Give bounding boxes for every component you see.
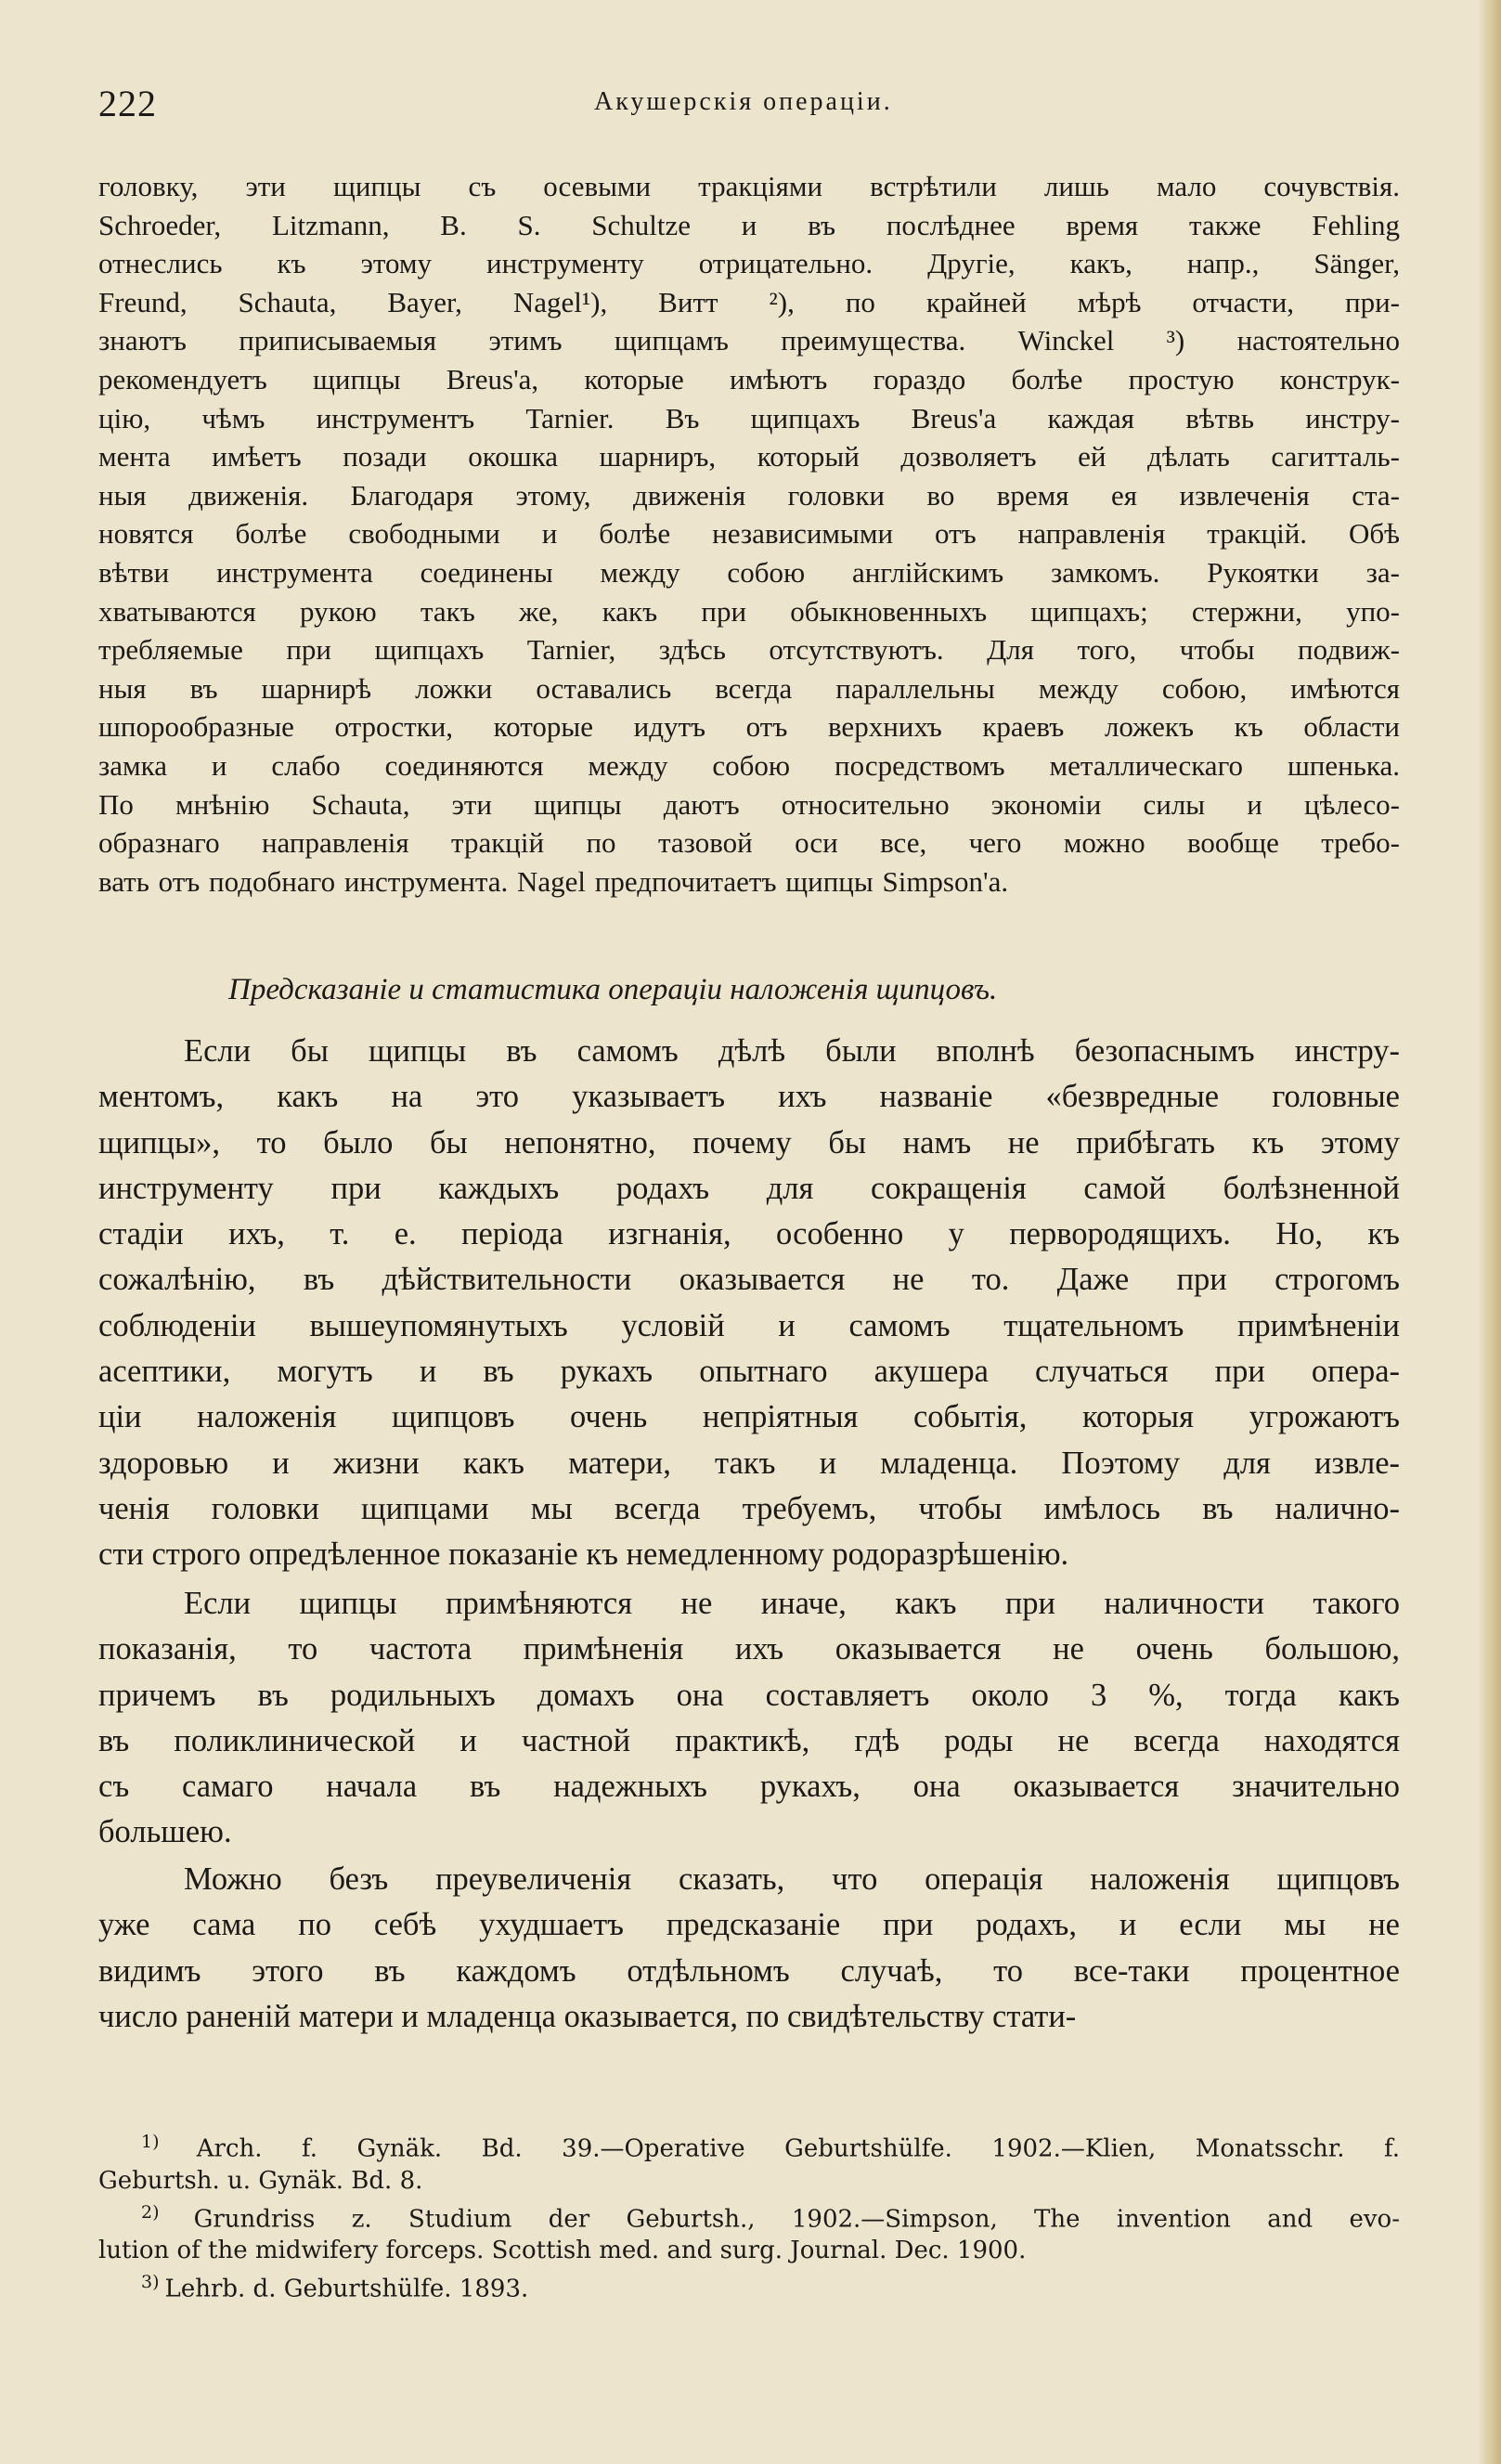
footnote-line	[98, 2165, 1400, 2197]
text-line: головку, эти щипцы съ осевыми тракціями встрѣтили лишь мало сочувствія.	[98, 170, 1400, 202]
text-line: асептики, могутъ и въ рукахъ опытнаго акушера случаться при опера-	[98, 1354, 1400, 1390]
text-line: По мнѣнію Schauta, эти щипцы даютъ относительно экономіи силы и цѣлесо-	[98, 787, 1400, 821]
text-line: мента имѣетъ позади окошка шарниръ, который дозволяетъ ей дѣлать сагитталь-	[98, 440, 1400, 473]
text-line: Если бы щипцы въ самомъ дѣлѣ были вполнѣ безопаснымъ инстру-	[184, 1033, 1400, 1069]
text-line: инструменту при каждыхъ родахъ для сокращенія самой болѣзненной	[98, 1170, 1400, 1206]
text-line: рекомендуетъ щипцы Breus'а, которые имѣютъ гораздо болѣе простую конструк-	[98, 362, 1400, 396]
footnote-number: 3)	[141, 2272, 165, 2293]
text-line: вать отъ подобнаго инструмента. Nagel предпочитаетъ щипцы Simpson'а.	[98, 864, 1009, 898]
text-line: вѣтви инструмента соединены между собою англійскимъ замкомъ. Рукоятки за-	[98, 555, 1400, 589]
text-line: ціи наложенія щипцовъ очень непріятныя событія, которыя угрожаютъ	[98, 1399, 1400, 1435]
text-line: Можно безъ преувеличенія сказать, что операція наложенія щипцовъ	[184, 1861, 1400, 1897]
page-edge	[1477, 0, 1501, 2464]
text-line: причемъ въ родильныхъ домахъ она составляетъ около 3 %, тогда какъ	[98, 1677, 1400, 1713]
text-line: цію, чѣмъ инструментъ Tarnier. Въ щипцахъ Breus'а каждая вѣтвь инстру-	[98, 401, 1400, 434]
text-line: стадіи ихъ, т. е. періода изгнанія, особенно у первородящихъ. Но, къ	[98, 1216, 1400, 1252]
footnote	[98, 2197, 1400, 2267]
footnote-number: 2)	[141, 2201, 194, 2223]
text-line: знаютъ приписываемыя этимъ щипцамъ преимущества. Winckel ³) настоятельно	[98, 324, 1400, 357]
footnote	[98, 2266, 1400, 2305]
top-paragraph	[98, 167, 1400, 901]
text-line: сожалѣнію, въ дѣйствительности оказывается не то. Даже при строгомъ	[98, 1262, 1400, 1298]
text-line: требляемые при щипцахъ Tarnier, здѣсь отсутствуютъ. Для того, чтобы подвиж-	[98, 633, 1400, 667]
footnote-line	[98, 2197, 1400, 2236]
footnote-text: Grundriss z. Studium der Geburtsh., 1902.—Simpson, The invention and evo-	[193, 2205, 1400, 2234]
paragraph-1	[98, 1029, 1400, 1578]
text-line: въ поликлинической и частной практикѣ, гдѣ роды не всегда находятся	[98, 1722, 1400, 1758]
footnote-line	[98, 2126, 1400, 2165]
text-line: сти строго опредѣленное показаніе къ немедленному родоразрѣшенію.	[98, 1537, 1069, 1573]
text-line: хватываются рукою такъ же, какъ при обыкновенныхъ щипцахъ; стержни, упо-	[98, 594, 1400, 628]
page-header	[98, 82, 1500, 137]
paragraph-3	[98, 1857, 1400, 2040]
text-line: шпорообразные отростки, которые идутъ отъ верхнихъ краевъ ложекъ къ области	[98, 710, 1400, 744]
text-line: отнеслись къ этому инструменту отрицательно. Другіе, какъ, напр., Sänger,	[98, 247, 1400, 280]
text-line: уже сама по себѣ ухудшаетъ предсказаніе при родахъ, и если мы не	[98, 1907, 1400, 1943]
text-line: щипцы», то было бы непонятно, почему бы намъ не прибѣгать къ этому	[98, 1124, 1400, 1161]
footnote-line	[98, 2266, 1400, 2305]
text-line: соблюденіи вышеупомянутыхъ условій и самомъ тщательномъ примѣненіи	[98, 1307, 1400, 1343]
footnote	[98, 2126, 1400, 2197]
text-line: показанія, то частота примѣненія ихъ оказывается не очень большою,	[98, 1631, 1400, 1667]
footnotes	[98, 2126, 1400, 2305]
text-line: замка и слабо соединяются между собою посредствомъ металлическаго шпенька.	[98, 748, 1400, 782]
text-line: видимъ этого въ каждомъ отдѣльномъ случаѣ, то все-таки процентное	[98, 1952, 1400, 1989]
text-line: Если щипцы примѣняются не иначе, какъ при наличности такого	[184, 1586, 1400, 1621]
footnote-text: Geburtsh. u. Gynäk. Bd. 8.	[98, 2166, 423, 2195]
paragraph-2	[98, 1581, 1400, 1856]
footnote-text: lution of the midwifery forceps. Scottish med. and surg. Journal. Dec. 1900.	[98, 2237, 1027, 2265]
text-line: Schroeder, Litzmann, B. S. Schultze и въ послѣднее время также Fehling	[98, 208, 1400, 241]
footnote-text: Lehrb. d. Geburtshülfe. 1893.	[164, 2275, 529, 2303]
text-line: съ самаго начала въ надежныхъ рукахъ, она оказывается значительно	[98, 1769, 1400, 1805]
text-line: здоровью и жизни какъ матери, такъ и младенца. Поэтому для извле-	[98, 1445, 1400, 1481]
text-line: образнаго направленія тракцій по тазовой оси все, чего можно вообще требо-	[98, 826, 1400, 860]
text-line: ченія головки щипцами мы всегда требуемъ, чтобы имѣлось въ налично-	[98, 1490, 1400, 1526]
running-title: Акушерскія операціи.	[594, 87, 893, 116]
footnote-line	[98, 2235, 1400, 2266]
footnote-text: Arch. f. Gynäk. Bd. 39.—Operative Geburtshülfe. 1902.—Klien, Monatsschr. f.	[196, 2134, 1401, 2163]
page-number: 222	[98, 83, 157, 124]
text-line: новятся болѣе свободными и болѣе независимыми отъ направленія тракцій. Обѣ	[98, 517, 1400, 551]
footnote-number: 1)	[141, 2132, 197, 2152]
text-line: число раненій матери и младенца оказывается, по свидѣтельству стати-	[98, 1998, 1077, 2034]
text-line: ментомъ, какъ на это указываетъ ихъ названіе «безвредные головные	[98, 1079, 1400, 1115]
text-line: большею.	[98, 1814, 232, 1850]
section-heading: Предсказаніе и статистика операціи наложенія щипцовъ.	[228, 973, 998, 1006]
text-line: ныя движенія. Благодаря этому, движенія головки во время ея извлеченія ста-	[98, 478, 1400, 512]
text-line: Freund, Schauta, Bayer, Nagel¹), Витт ²), по крайней мѣрѣ отчасти, при-	[98, 285, 1400, 318]
text-line: ныя въ шарнирѣ ложки оставались всегда параллельны между собою, имѣются	[98, 671, 1400, 705]
